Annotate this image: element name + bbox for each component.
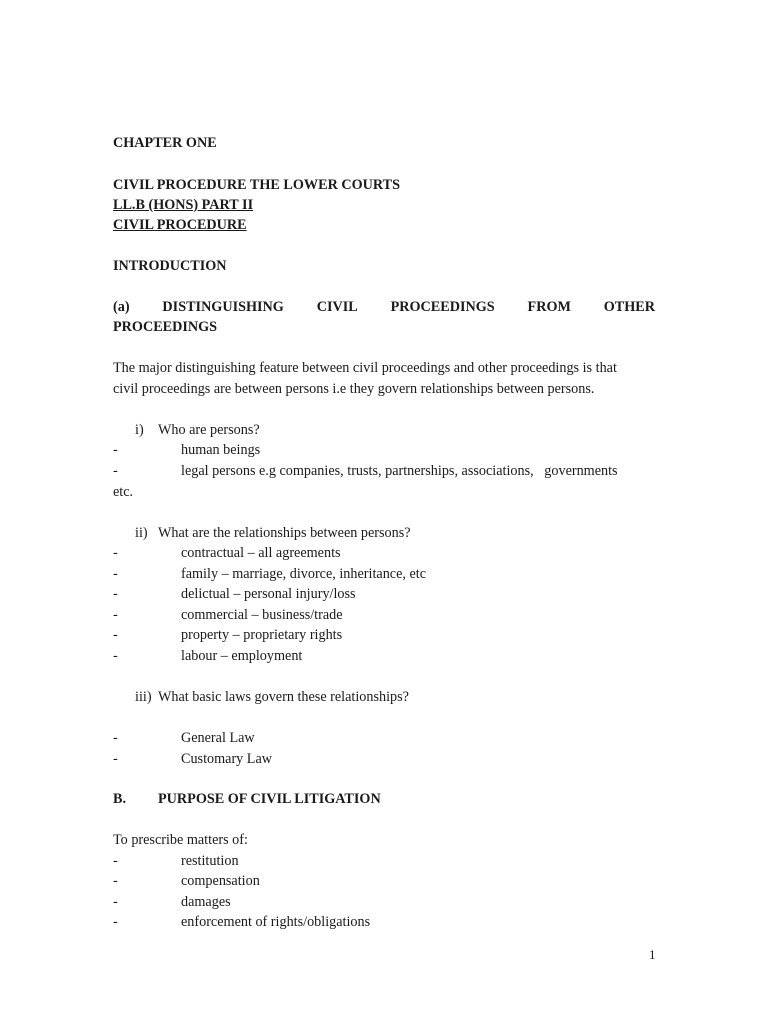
section-b-heading [113,790,381,808]
bullet-dash: - [113,648,118,664]
bullet-dash: - [113,894,118,910]
list-item [113,750,272,768]
list-item [113,913,370,931]
heading-word: DISTINGUISHING [162,299,284,315]
list-item-text: restitution [181,853,239,869]
bullet-dash: - [113,607,118,623]
list-item [113,729,255,747]
course-subject: CIVIL PROCEDURE [113,217,247,233]
page-number: 1 [649,947,656,962]
bullet-dash: - [113,730,118,746]
question-number: ii) [135,525,148,541]
list-item-text: enforcement of rights/obligations [181,914,371,930]
paragraph-line: The major distinguishing feature between civil proceedings and other proceedings is that [113,360,617,376]
heading-word: CIVIL [316,299,358,315]
bullet-dash: - [113,442,118,458]
heading-word: OTHER [603,299,655,315]
question-basic-laws [135,688,409,706]
section-title: PURPOSE OF CIVIL LITIGATION [158,791,381,807]
heading-word: PROCEEDINGS [390,299,495,315]
section-a-heading [113,298,655,316]
bullet-dash: - [113,751,118,767]
list-item [113,565,426,583]
list-item-text: labour – employment [181,648,303,664]
list-item [113,893,231,911]
heading-word: (a) [113,299,130,315]
bullet-dash: - [113,627,118,643]
chapter-title: CHAPTER ONE [113,135,217,151]
bullet-dash: - [113,586,118,602]
section-letter: B. [113,791,127,807]
introduction-heading: INTRODUCTION [113,258,227,274]
question-number: iii) [135,689,152,705]
list-item [113,872,260,890]
list-item-text: human beings [181,442,261,458]
question-who-are-persons [135,421,260,439]
list-item [113,585,356,603]
bullet-dash: - [113,853,118,869]
question-relationships [135,524,411,542]
bullet-dash: - [113,545,118,561]
question-text: Who are persons? [158,422,260,438]
list-item-text: damages [181,894,231,910]
list-item [113,441,260,459]
section-a-heading-continued: PROCEEDINGS [113,319,218,335]
list-item-text: compensation [181,873,260,889]
list-item [113,647,302,665]
course-level: LL.B (HONS) PART II [113,197,254,213]
course-title: CIVIL PROCEDURE THE LOWER COURTS [113,177,400,193]
list-item-text: delictual – personal injury/loss [181,586,356,602]
list-item-text: General Law [181,730,255,746]
list-item-text: commercial – business/trade [181,607,343,623]
question-number: i) [135,422,144,438]
list-item [113,606,343,624]
list-item-continuation: etc. [113,484,134,500]
bullet-dash: - [113,463,118,479]
bullet-dash: - [113,873,118,889]
list-item-text: contractual – all agreements [181,545,341,561]
question-text: What are the relationships between persons? [158,525,411,541]
section-b-intro: To prescribe matters of: [113,832,248,848]
heading-word: FROM [527,299,571,315]
bullet-dash: - [113,566,118,582]
list-item-text: family – marriage, divorce, inheritance, etc [181,566,427,582]
list-item [113,852,239,870]
list-item [113,626,342,644]
list-item [113,544,341,562]
list-item-text: property – proprietary rights [181,627,343,643]
question-text: What basic laws govern these relationships? [158,689,409,705]
list-item-text: legal persons e.g companies, trusts, partnerships, associations, governments [181,463,618,479]
bullet-dash: - [113,914,118,930]
paragraph-line: civil proceedings are between persons i.e they govern relationships between persons. [113,381,595,397]
list-item-text: Customary Law [181,751,273,767]
list-item [113,462,618,480]
